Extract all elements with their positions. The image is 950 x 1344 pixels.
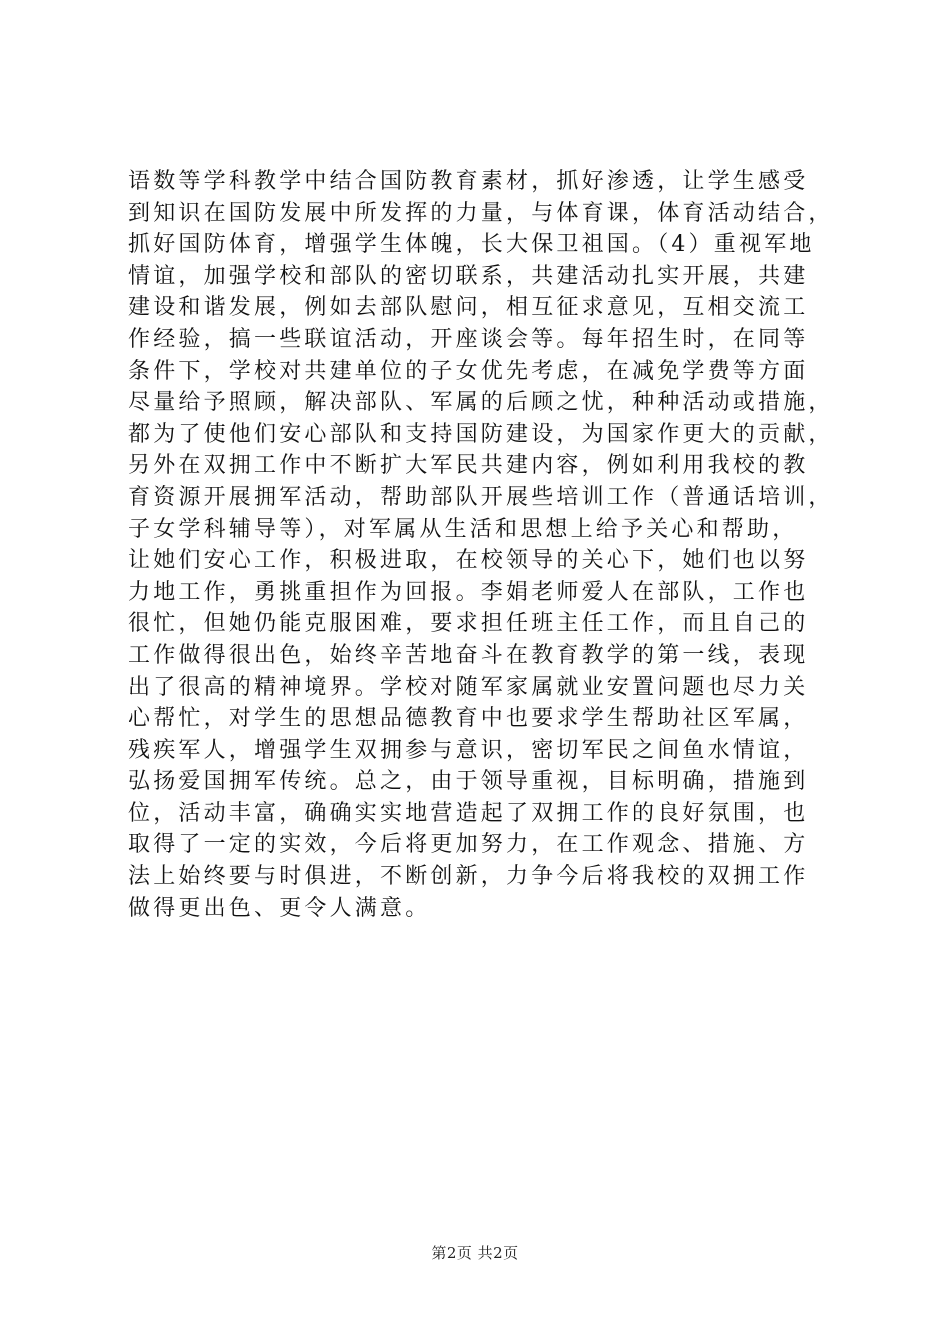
text-line: 出了很高的精神境界。学校对随军家属就业安置问题也尽力关 [128, 674, 809, 700]
text-line: 子女学科辅导等），对军属从生活和思想上给予关心和帮助， [128, 516, 798, 542]
text-line: 残疾军人，增强学生双拥参与意识，密切军民之间鱼水情谊， [128, 737, 809, 763]
text-line: 位，活动丰富，确确实实地营造起了双拥工作的良好氛围，也 [128, 800, 809, 826]
text-line: 抓好国防体育，增强学生体魄，长大保卫祖国。（4）重视军地 [128, 232, 815, 258]
text-line: 尽量给予照顾，解决部队、军属的后顾之忧，种种活动或措施， [128, 390, 834, 416]
text-line: 语数等学科教学中结合国防教育素材，抓好渗透，让学生感受 [128, 169, 809, 194]
text-line: 到知识在国防发展中所发挥的力量，与体育课，体育活动结合， [128, 200, 834, 226]
page-number: 第2页 共2页 [431, 1244, 519, 1262]
text-line: 心帮忙，对学生的思想品德教育中也要求学生帮助社区军属， [128, 706, 809, 732]
text-line: 建设和谐发展，例如去部队慰问，相互征求意见，互相交流工 [128, 295, 809, 321]
text-line: 做得更出色、更令人满意。 [128, 895, 431, 921]
text-line: 工作做得很出色，始终辛苦地奋斗在教育教学的第一线，表现 [128, 642, 809, 668]
body-paragraph [128, 166, 838, 924]
text-line: 条件下，学校对共建单位的子女优先考虑，在减免学费等方面 [128, 358, 809, 384]
text-line: 育资源开展拥军活动，帮助部队开展些培训工作（普通话培训， [128, 484, 834, 510]
text-line: 法上始终要与时俱进，不断创新，力争今后将我校的双拥工作 [128, 864, 809, 890]
text-line: 都为了使他们安心部队和支持国防建设，为国家作更大的贡献， [128, 421, 834, 447]
text-line: 作经验，搞一些联谊活动，开座谈会等。每年招生时，在同等 [128, 326, 809, 352]
text-line: 很忙，但她仍能克服困难，要求担任班主任工作，而且自己的 [128, 611, 809, 637]
text-line: 力地工作，勇挑重担作为回报。李娟老师爱人在部队，工作也 [128, 579, 809, 605]
text-line: 情谊，加强学校和部队的密切联系，共建活动扎实开展，共建 [128, 263, 809, 289]
text-line: 弘扬爱国拥军传统。总之，由于领导重视，目标明确，措施到 [128, 769, 809, 795]
text-line: 让她们安心工作，积极进取，在校领导的关心下，她们也以努 [128, 548, 809, 574]
text-line: 另外在双拥工作中不断扩大军民共建内容，例如利用我校的教 [128, 453, 809, 479]
text-line: 取得了一定的实效，今后将更加努力，在工作观念、措施、方 [128, 832, 809, 858]
